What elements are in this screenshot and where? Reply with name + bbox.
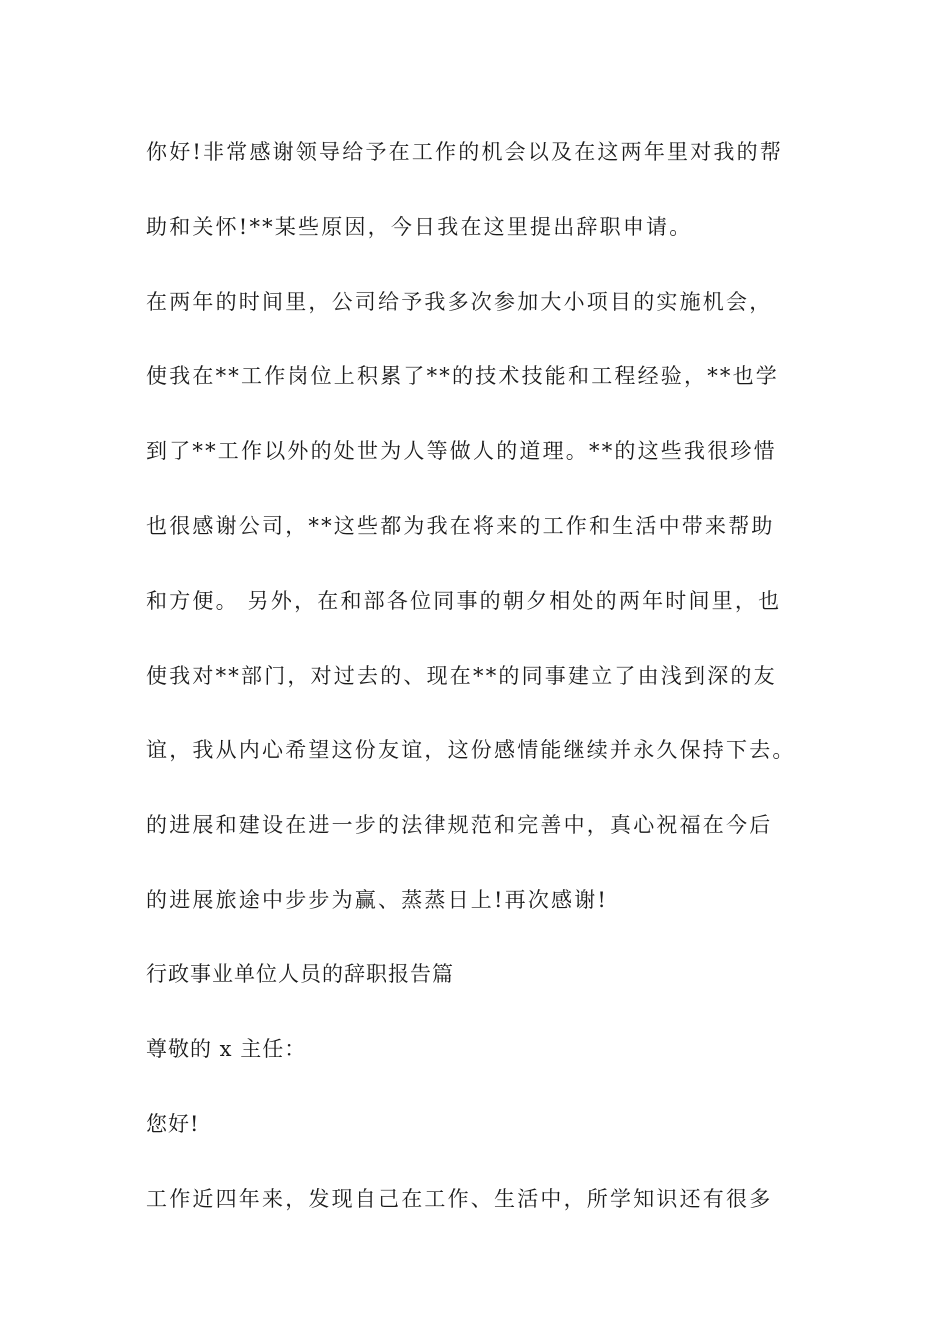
paragraph-line-3: 在两年的时间里，公司给予我多次参加大小项目的实施机会， — [146, 290, 773, 314]
paragraph-line-5: 到了**工作以外的处世为人等做人的道理。**的这些我很珍惜 — [146, 439, 777, 463]
paragraph-line-2: 助和关怀!**某些原因，今日我在这里提出辞职申请。 — [146, 215, 693, 239]
paragraph-line-7: 和方便。 另外，在和部各位同事的朝夕相处的两年时间里，也 — [146, 589, 782, 613]
paragraph-line-6: 也很感谢公司，**这些都为我在将来的工作和生活中带来帮助 — [146, 514, 775, 538]
paragraph-line-11: 的进展旅途中步步为赢、蒸蒸日上!再次感谢! — [146, 888, 609, 912]
greeting: 您好! — [146, 1112, 200, 1136]
paragraph-line-8: 使我对**部门，对过去的、现在**的同事建立了由浅到深的友 — [146, 664, 777, 688]
salutation: 尊敬的 x 主任： — [146, 1037, 307, 1061]
section-heading: 行政事业单位人员的辞职报告篇 — [146, 962, 454, 986]
paragraph-line-10: 的进展和建设在进一步的法律规范和完善中，真心祝福在今后 — [146, 813, 773, 837]
paragraph-line-1: 你好!非常感谢领导给予在工作的机会以及在这两年里对我的帮 — [146, 140, 784, 164]
paragraph-line-4: 使我在**工作岗位上积累了**的技术技能和工程经验，**也学 — [146, 364, 779, 388]
paragraph-line-9: 谊，我从内心希望这份友谊，这份感情能继续并永久保持下去。 — [146, 738, 796, 762]
paragraph-line-15: 工作近四年来，发现自己在工作、生活中，所学知识还有很多 — [146, 1187, 773, 1211]
